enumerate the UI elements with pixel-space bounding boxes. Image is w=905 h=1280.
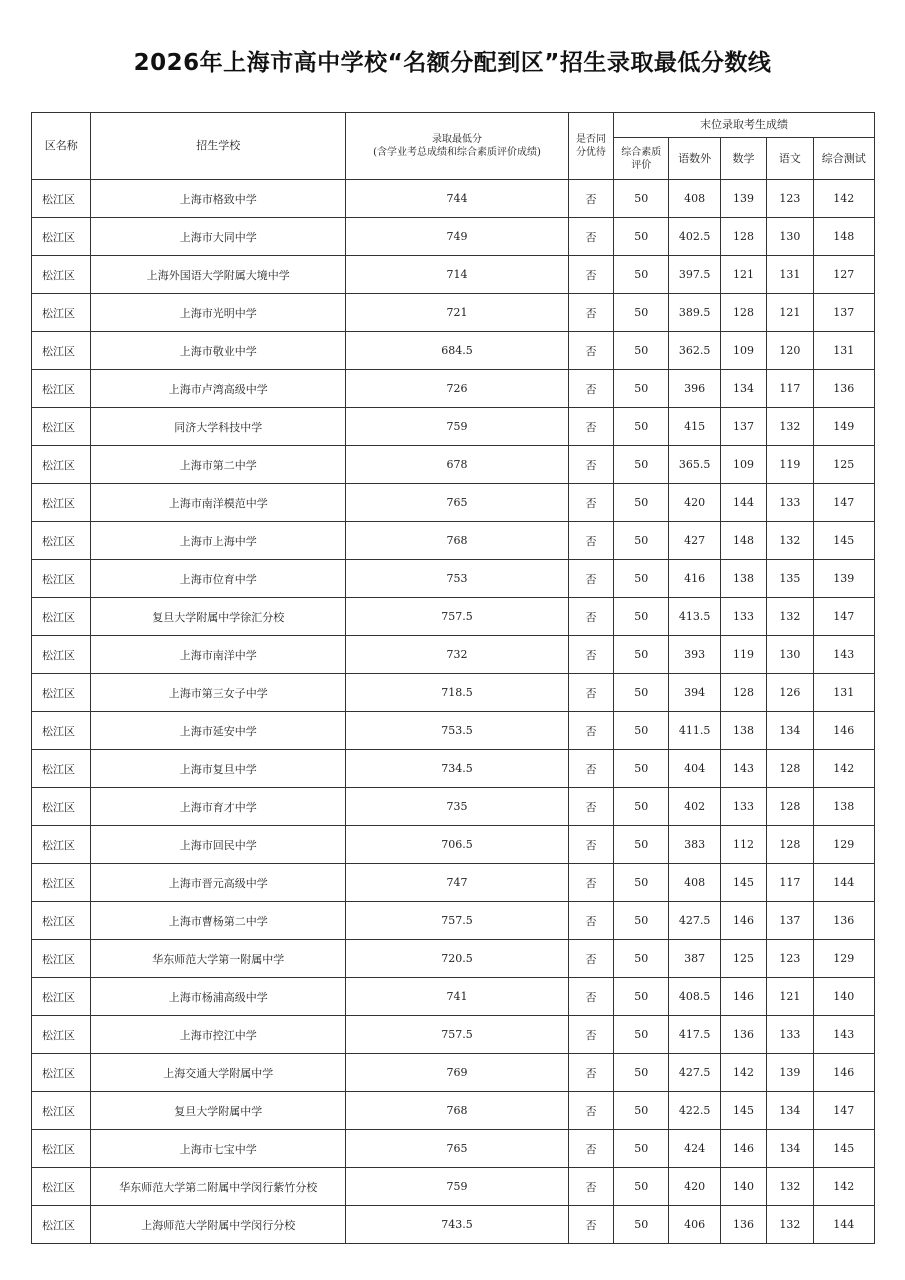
table-row [32, 978, 875, 1016]
chi-math-eng-cell: 417.5 [669, 1016, 720, 1054]
district-cell: 松江区 [32, 218, 91, 256]
district-cell: 松江区 [32, 598, 91, 636]
priority-cell: 否 [568, 294, 613, 332]
comprehensive-eval-cell: 50 [614, 256, 669, 294]
comprehensive-eval-cell: 50 [614, 560, 669, 598]
school-name-cell: 上海市位育中学 [91, 560, 346, 598]
math-cell: 138 [720, 560, 766, 598]
district-cell: 松江区 [32, 446, 91, 484]
chi-math-eng-cell: 404 [669, 750, 720, 788]
school-name-cell: 上海市大同中学 [91, 218, 346, 256]
table-row [32, 1054, 875, 1092]
chi-math-eng-cell: 416 [669, 560, 720, 598]
math-cell: 144 [720, 484, 766, 522]
priority-cell: 否 [568, 446, 613, 484]
min-score-cell: 743.5 [346, 1206, 569, 1244]
header-min-score-label: 录取最低分 [431, 134, 482, 145]
min-score-cell: 720.5 [346, 940, 569, 978]
min-score-cell: 757.5 [346, 1016, 569, 1054]
priority-cell: 否 [568, 370, 613, 408]
priority-cell: 否 [568, 218, 613, 256]
min-score-cell: 769 [346, 1054, 569, 1092]
chinese-cell: 132 [767, 598, 813, 636]
comprehensive-eval-cell: 50 [614, 636, 669, 674]
integrated-test-cell: 139 [813, 560, 875, 598]
table-row [32, 560, 875, 598]
header-min-score-note: (含学业考总成绩和综合素质评价成绩) [373, 147, 541, 158]
chi-math-eng-cell: 408 [669, 864, 720, 902]
math-cell: 146 [720, 902, 766, 940]
integrated-test-cell: 144 [813, 1206, 875, 1244]
table-body [32, 180, 875, 1244]
school-name-cell: 上海市育才中学 [91, 788, 346, 826]
priority-cell: 否 [568, 332, 613, 370]
table-row [32, 294, 875, 332]
priority-cell: 否 [568, 674, 613, 712]
priority-cell: 否 [568, 1168, 613, 1206]
comprehensive-eval-cell: 50 [614, 598, 669, 636]
math-cell: 109 [720, 332, 766, 370]
table-row [32, 180, 875, 218]
chinese-cell: 130 [767, 636, 813, 674]
priority-cell: 否 [568, 902, 613, 940]
math-cell: 145 [720, 1092, 766, 1130]
priority-cell: 否 [568, 940, 613, 978]
math-cell: 139 [720, 180, 766, 218]
header-priority-line2: 分优待 [575, 147, 606, 158]
chi-math-eng-cell: 362.5 [669, 332, 720, 370]
district-cell: 松江区 [32, 522, 91, 560]
chi-math-eng-cell: 396 [669, 370, 720, 408]
district-cell: 松江区 [32, 978, 91, 1016]
priority-cell: 否 [568, 750, 613, 788]
min-score-cell: 749 [346, 218, 569, 256]
math-cell: 145 [720, 864, 766, 902]
district-cell: 松江区 [32, 712, 91, 750]
district-cell: 松江区 [32, 370, 91, 408]
school-name-cell: 上海市七宝中学 [91, 1130, 346, 1168]
chinese-cell: 132 [767, 1168, 813, 1206]
comprehensive-eval-cell: 50 [614, 294, 669, 332]
chinese-cell: 137 [767, 902, 813, 940]
min-score-cell: 718.5 [346, 674, 569, 712]
district-cell: 松江区 [32, 940, 91, 978]
priority-cell: 否 [568, 636, 613, 674]
integrated-test-cell: 131 [813, 674, 875, 712]
comprehensive-eval-cell: 50 [614, 1130, 669, 1168]
priority-cell: 否 [568, 1092, 613, 1130]
math-cell: 136 [720, 1016, 766, 1054]
chi-math-eng-cell: 420 [669, 484, 720, 522]
school-name-cell: 上海市第三女子中学 [91, 674, 346, 712]
min-score-cell: 735 [346, 788, 569, 826]
district-cell: 松江区 [32, 408, 91, 446]
school-name-cell: 上海市格致中学 [91, 180, 346, 218]
integrated-test-cell: 136 [813, 902, 875, 940]
admission-scores-table [31, 112, 875, 1244]
district-cell: 松江区 [32, 826, 91, 864]
table-row [32, 940, 875, 978]
comprehensive-eval-cell: 50 [614, 522, 669, 560]
header-priority-line1: 是否同 [575, 134, 606, 145]
integrated-test-cell: 143 [813, 1016, 875, 1054]
min-score-cell: 684.5 [346, 332, 569, 370]
chinese-cell: 132 [767, 1206, 813, 1244]
comprehensive-eval-cell: 50 [614, 940, 669, 978]
table-row [32, 484, 875, 522]
school-name-cell: 同济大学科技中学 [91, 408, 346, 446]
comprehensive-eval-cell: 50 [614, 902, 669, 940]
comprehensive-eval-cell: 50 [614, 180, 669, 218]
table-row [32, 826, 875, 864]
school-name-cell: 上海市控江中学 [91, 1016, 346, 1054]
district-cell: 松江区 [32, 1016, 91, 1054]
comprehensive-eval-cell: 50 [614, 978, 669, 1016]
school-name-cell: 上海外国语大学附属大境中学 [91, 256, 346, 294]
min-score-cell: 734.5 [346, 750, 569, 788]
chinese-cell: 121 [767, 294, 813, 332]
min-score-cell: 753 [346, 560, 569, 598]
chi-math-eng-cell: 427 [669, 522, 720, 560]
math-cell: 146 [720, 978, 766, 1016]
comprehensive-eval-cell: 50 [614, 1206, 669, 1244]
district-cell: 松江区 [32, 902, 91, 940]
comprehensive-eval-cell: 50 [614, 1092, 669, 1130]
school-name-cell: 上海市回民中学 [91, 826, 346, 864]
chinese-cell: 135 [767, 560, 813, 598]
chinese-cell: 128 [767, 788, 813, 826]
table-row [32, 1130, 875, 1168]
chinese-cell: 132 [767, 522, 813, 560]
min-score-cell: 747 [346, 864, 569, 902]
chinese-cell: 123 [767, 180, 813, 218]
school-name-cell: 上海市敬业中学 [91, 332, 346, 370]
min-score-cell: 759 [346, 1168, 569, 1206]
header-comprehensive-eval-line1: 综合素质 [621, 146, 662, 158]
min-score-cell: 714 [346, 256, 569, 294]
comprehensive-eval-cell: 50 [614, 370, 669, 408]
header-school: 招生学校 [91, 113, 346, 180]
integrated-test-cell: 131 [813, 332, 875, 370]
chi-math-eng-cell: 422.5 [669, 1092, 720, 1130]
chi-math-eng-cell: 365.5 [669, 446, 720, 484]
chi-math-eng-cell: 397.5 [669, 256, 720, 294]
table-row [32, 750, 875, 788]
priority-cell: 否 [568, 712, 613, 750]
district-cell: 松江区 [32, 750, 91, 788]
table-row [32, 674, 875, 712]
math-cell: 133 [720, 788, 766, 826]
table-row [32, 788, 875, 826]
priority-cell: 否 [568, 408, 613, 446]
chi-math-eng-cell: 389.5 [669, 294, 720, 332]
integrated-test-cell: 129 [813, 826, 875, 864]
priority-cell: 否 [568, 1016, 613, 1054]
math-cell: 136 [720, 1206, 766, 1244]
comprehensive-eval-cell: 50 [614, 674, 669, 712]
school-name-cell: 上海市上海中学 [91, 522, 346, 560]
priority-cell: 否 [568, 598, 613, 636]
school-name-cell: 上海市南洋模范中学 [91, 484, 346, 522]
district-cell: 松江区 [32, 294, 91, 332]
chinese-cell: 120 [767, 332, 813, 370]
comprehensive-eval-cell: 50 [614, 1016, 669, 1054]
chi-math-eng-cell: 387 [669, 940, 720, 978]
min-score-cell: 757.5 [346, 902, 569, 940]
priority-cell: 否 [568, 560, 613, 598]
table-row [32, 1168, 875, 1206]
district-cell: 松江区 [32, 1092, 91, 1130]
header-chi-math-eng: 语数外 [669, 138, 720, 180]
table-row [32, 712, 875, 750]
chinese-cell: 134 [767, 1130, 813, 1168]
integrated-test-cell: 147 [813, 598, 875, 636]
comprehensive-eval-cell: 50 [614, 712, 669, 750]
integrated-test-cell: 136 [813, 370, 875, 408]
table-row [32, 1206, 875, 1244]
integrated-test-cell: 148 [813, 218, 875, 256]
integrated-test-cell: 145 [813, 522, 875, 560]
school-name-cell: 上海师范大学附属中学闵行分校 [91, 1206, 346, 1244]
header-chinese: 语文 [767, 138, 813, 180]
comprehensive-eval-cell: 50 [614, 1168, 669, 1206]
district-cell: 松江区 [32, 864, 91, 902]
comprehensive-eval-cell: 50 [614, 1054, 669, 1092]
district-cell: 松江区 [32, 180, 91, 218]
chi-math-eng-cell: 383 [669, 826, 720, 864]
priority-cell: 否 [568, 826, 613, 864]
header-last-admitted-group: 末位录取考生成绩 [614, 113, 875, 138]
math-cell: 137 [720, 408, 766, 446]
min-score-cell: 744 [346, 180, 569, 218]
integrated-test-cell: 145 [813, 1130, 875, 1168]
math-cell: 109 [720, 446, 766, 484]
chinese-cell: 128 [767, 826, 813, 864]
integrated-test-cell: 143 [813, 636, 875, 674]
integrated-test-cell: 140 [813, 978, 875, 1016]
school-name-cell: 上海市延安中学 [91, 712, 346, 750]
min-score-cell: 768 [346, 1092, 569, 1130]
comprehensive-eval-cell: 50 [614, 408, 669, 446]
header-priority [568, 113, 613, 180]
math-cell: 133 [720, 598, 766, 636]
math-cell: 143 [720, 750, 766, 788]
integrated-test-cell: 142 [813, 1168, 875, 1206]
priority-cell: 否 [568, 180, 613, 218]
priority-cell: 否 [568, 788, 613, 826]
priority-cell: 否 [568, 978, 613, 1016]
school-name-cell: 复旦大学附属中学徐汇分校 [91, 598, 346, 636]
priority-cell: 否 [568, 1130, 613, 1168]
comprehensive-eval-cell: 50 [614, 864, 669, 902]
header-comprehensive-eval [614, 138, 669, 180]
district-cell: 松江区 [32, 332, 91, 370]
chinese-cell: 134 [767, 1092, 813, 1130]
school-name-cell: 上海市杨浦高级中学 [91, 978, 346, 1016]
math-cell: 125 [720, 940, 766, 978]
integrated-test-cell: 125 [813, 446, 875, 484]
district-cell: 松江区 [32, 674, 91, 712]
district-cell: 松江区 [32, 1206, 91, 1244]
chinese-cell: 126 [767, 674, 813, 712]
min-score-cell: 726 [346, 370, 569, 408]
school-name-cell: 上海市复旦中学 [91, 750, 346, 788]
min-score-cell: 741 [346, 978, 569, 1016]
math-cell: 138 [720, 712, 766, 750]
min-score-cell: 706.5 [346, 826, 569, 864]
chinese-cell: 132 [767, 408, 813, 446]
comprehensive-eval-cell: 50 [614, 788, 669, 826]
integrated-test-cell: 147 [813, 1092, 875, 1130]
table-row [32, 1092, 875, 1130]
table-row [32, 598, 875, 636]
min-score-cell: 765 [346, 1130, 569, 1168]
chinese-cell: 119 [767, 446, 813, 484]
comprehensive-eval-cell: 50 [614, 446, 669, 484]
school-name-cell: 华东师范大学第二附属中学闵行紫竹分校 [91, 1168, 346, 1206]
chi-math-eng-cell: 394 [669, 674, 720, 712]
chinese-cell: 134 [767, 712, 813, 750]
comprehensive-eval-cell: 50 [614, 826, 669, 864]
chinese-cell: 130 [767, 218, 813, 256]
table-row [32, 864, 875, 902]
chi-math-eng-cell: 408 [669, 180, 720, 218]
chinese-cell: 139 [767, 1054, 813, 1092]
integrated-test-cell: 137 [813, 294, 875, 332]
header-integrated-test: 综合测试 [813, 138, 875, 180]
table-row [32, 636, 875, 674]
header-district: 区名称 [32, 113, 91, 180]
math-cell: 121 [720, 256, 766, 294]
district-cell: 松江区 [32, 1168, 91, 1206]
priority-cell: 否 [568, 484, 613, 522]
chi-math-eng-cell: 415 [669, 408, 720, 446]
comprehensive-eval-cell: 50 [614, 332, 669, 370]
chinese-cell: 123 [767, 940, 813, 978]
math-cell: 128 [720, 674, 766, 712]
chinese-cell: 131 [767, 256, 813, 294]
school-name-cell: 上海市南洋中学 [91, 636, 346, 674]
integrated-test-cell: 127 [813, 256, 875, 294]
math-cell: 128 [720, 294, 766, 332]
integrated-test-cell: 146 [813, 712, 875, 750]
school-name-cell: 上海交通大学附属中学 [91, 1054, 346, 1092]
school-name-cell: 上海市光明中学 [91, 294, 346, 332]
school-name-cell: 上海市晋元高级中学 [91, 864, 346, 902]
table-row [32, 256, 875, 294]
chi-math-eng-cell: 420 [669, 1168, 720, 1206]
integrated-test-cell: 142 [813, 750, 875, 788]
min-score-cell: 757.5 [346, 598, 569, 636]
chi-math-eng-cell: 406 [669, 1206, 720, 1244]
school-name-cell: 复旦大学附属中学 [91, 1092, 346, 1130]
comprehensive-eval-cell: 50 [614, 750, 669, 788]
min-score-cell: 721 [346, 294, 569, 332]
priority-cell: 否 [568, 1054, 613, 1092]
chinese-cell: 128 [767, 750, 813, 788]
chinese-cell: 117 [767, 864, 813, 902]
chi-math-eng-cell: 413.5 [669, 598, 720, 636]
district-cell: 松江区 [32, 256, 91, 294]
table-row [32, 446, 875, 484]
school-name-cell: 上海市第二中学 [91, 446, 346, 484]
comprehensive-eval-cell: 50 [614, 484, 669, 522]
chi-math-eng-cell: 402 [669, 788, 720, 826]
district-cell: 松江区 [32, 1130, 91, 1168]
priority-cell: 否 [568, 522, 613, 560]
priority-cell: 否 [568, 256, 613, 294]
integrated-test-cell: 149 [813, 408, 875, 446]
chi-math-eng-cell: 402.5 [669, 218, 720, 256]
math-cell: 119 [720, 636, 766, 674]
integrated-test-cell: 144 [813, 864, 875, 902]
chinese-cell: 121 [767, 978, 813, 1016]
math-cell: 128 [720, 218, 766, 256]
header-math: 数学 [720, 138, 766, 180]
min-score-cell: 678 [346, 446, 569, 484]
integrated-test-cell: 147 [813, 484, 875, 522]
table-row [32, 218, 875, 256]
math-cell: 140 [720, 1168, 766, 1206]
comprehensive-eval-cell: 50 [614, 218, 669, 256]
integrated-test-cell: 138 [813, 788, 875, 826]
math-cell: 148 [720, 522, 766, 560]
table-row [32, 902, 875, 940]
priority-cell: 否 [568, 1206, 613, 1244]
integrated-test-cell: 142 [813, 180, 875, 218]
district-cell: 松江区 [32, 788, 91, 826]
integrated-test-cell: 146 [813, 1054, 875, 1092]
header-comprehensive-eval-line2: 评价 [631, 159, 652, 171]
table-row [32, 370, 875, 408]
chi-math-eng-cell: 408.5 [669, 978, 720, 1016]
chi-math-eng-cell: 393 [669, 636, 720, 674]
district-cell: 松江区 [32, 1054, 91, 1092]
chi-math-eng-cell: 424 [669, 1130, 720, 1168]
math-cell: 134 [720, 370, 766, 408]
chinese-cell: 133 [767, 484, 813, 522]
min-score-cell: 753.5 [346, 712, 569, 750]
chinese-cell: 117 [767, 370, 813, 408]
min-score-cell: 732 [346, 636, 569, 674]
table-row [32, 408, 875, 446]
min-score-cell: 765 [346, 484, 569, 522]
school-name-cell: 上海市卢湾高级中学 [91, 370, 346, 408]
table-row [32, 1016, 875, 1054]
table-row [32, 522, 875, 560]
header-min-score [346, 113, 569, 180]
school-name-cell: 华东师范大学第一附属中学 [91, 940, 346, 978]
priority-cell: 否 [568, 864, 613, 902]
math-cell: 146 [720, 1130, 766, 1168]
math-cell: 142 [720, 1054, 766, 1092]
math-cell: 112 [720, 826, 766, 864]
chi-math-eng-cell: 411.5 [669, 712, 720, 750]
district-cell: 松江区 [32, 560, 91, 598]
chi-math-eng-cell: 427.5 [669, 902, 720, 940]
page-title: 2026年上海市高中学校“名额分配到区”招生录取最低分数线 [133, 50, 772, 76]
min-score-cell: 759 [346, 408, 569, 446]
integrated-test-cell: 129 [813, 940, 875, 978]
district-cell: 松江区 [32, 484, 91, 522]
chi-math-eng-cell: 427.5 [669, 1054, 720, 1092]
table-row [32, 332, 875, 370]
school-name-cell: 上海市曹杨第二中学 [91, 902, 346, 940]
district-cell: 松江区 [32, 636, 91, 674]
chinese-cell: 133 [767, 1016, 813, 1054]
min-score-cell: 768 [346, 522, 569, 560]
